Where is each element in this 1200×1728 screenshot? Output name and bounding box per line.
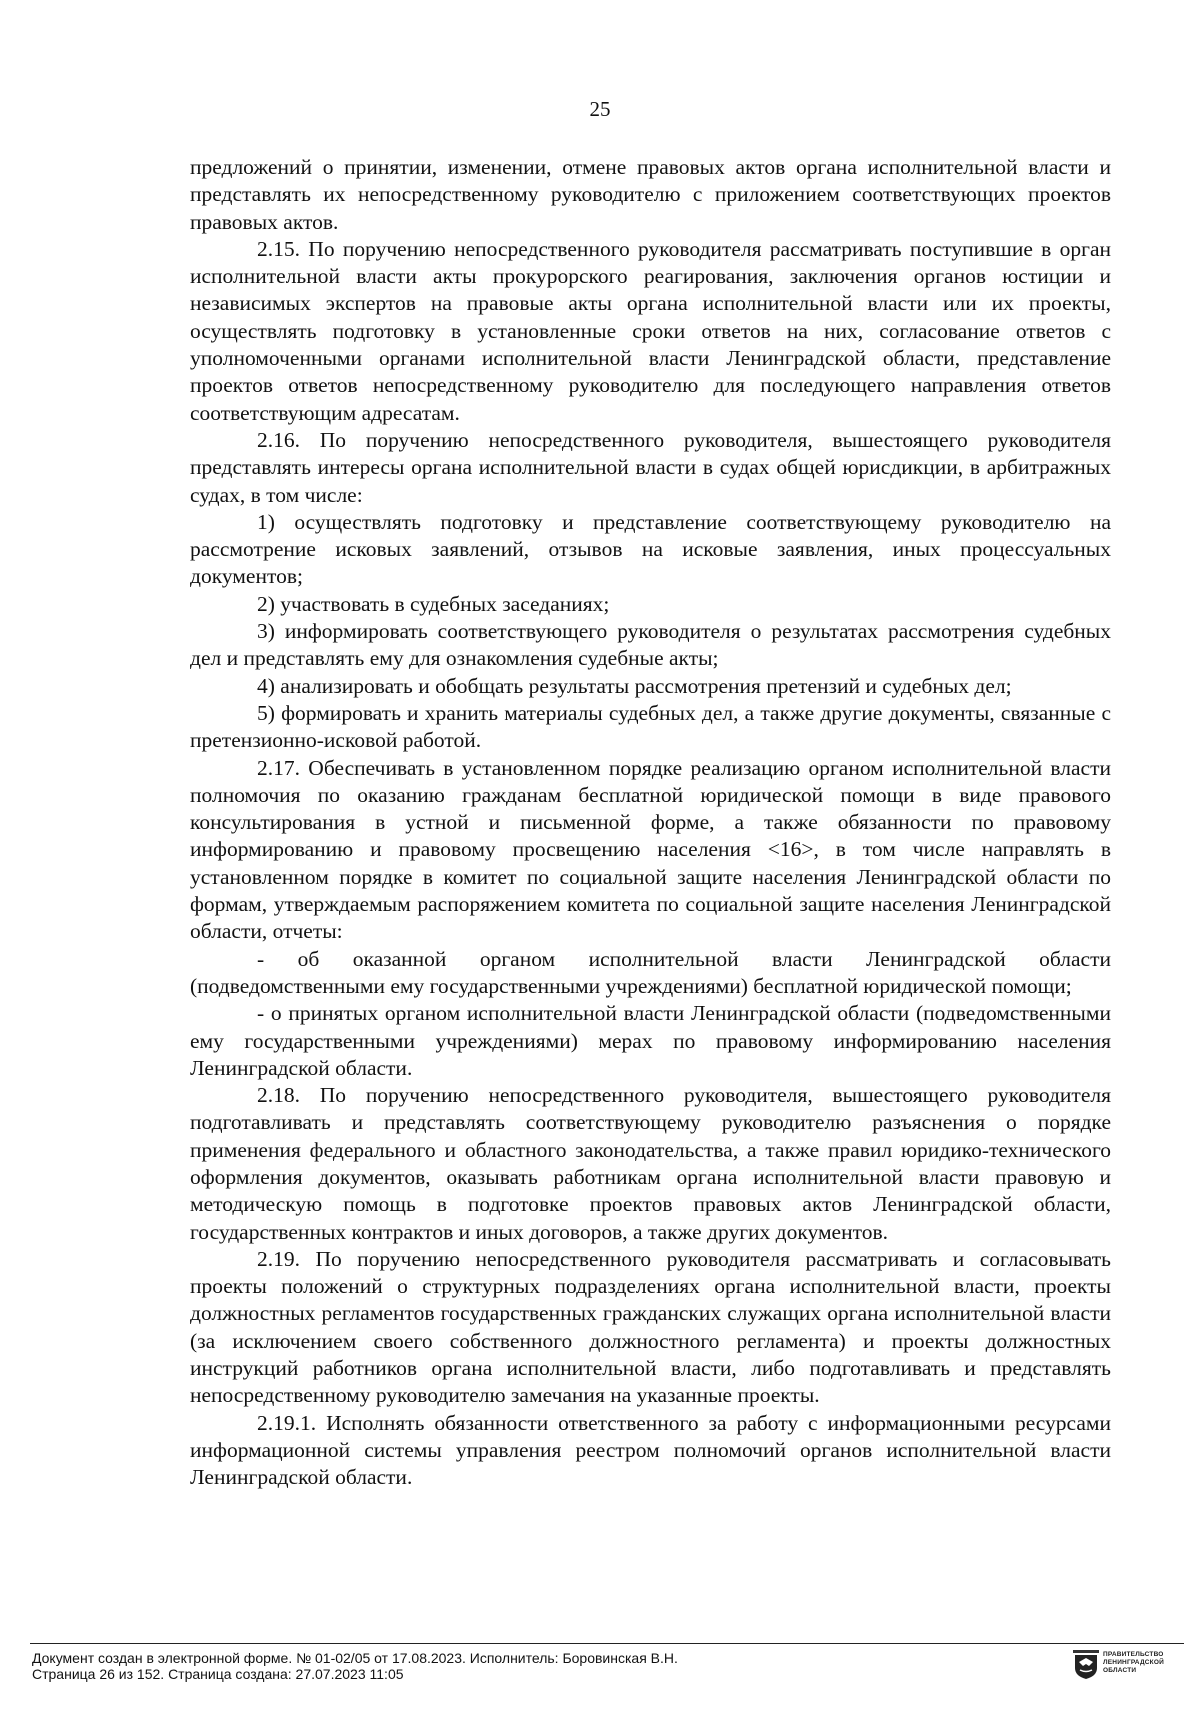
coat-of-arms-icon: [1073, 1650, 1099, 1680]
document-body: [190, 154, 1111, 1492]
footer-line-document: Документ создан в электронной форме. № 01-02/05 от 17.08.2023. Исполнитель: Боровинская В.Н.: [32, 1650, 678, 1666]
paragraph: 2.19. По поручению непосредственного руководителя рассматривать и согласовывать проекты положений о структурных подразделениях органа исполнительной власти, проекты должностных регламентов государственных гражданских служащих органа исполнительной власти (за исключением своего собственного должностного регламента) и проекты должностных инструкций работников органа исполнительной власти, либо подготавливать и представлять непосредственному руководителю замечания на указанные проекты.: [190, 1246, 1111, 1408]
paragraph: 5) формировать и хранить материалы судебных дел, а также другие документы, связанные с претензионно-исковой работой.: [190, 700, 1111, 753]
footer-line-page: Страница 26 из 152. Страница создана: 27.07.2023 11:05: [32, 1666, 404, 1682]
paragraph: 2.15. По поручению непосредственного руководителя рассматривать поступившие в орган исполнительной власти акты прокурорского реагирования, заключения органов юстиции и независимых экспертов на правовые акты органа исполнительной власти или их проекты, осуществлять подготовку в установленные сроки ответов на них, согласование ответов с уполномоченными органами исполнительной власти Ленинградской области, представление проектов ответов непосредственному руководителю для последующего направления ответов соответствующим адресатам.: [190, 236, 1111, 425]
paragraph: 2.16. По поручению непосредственного руководителя, вышестоящего руководителя представлять интересы органа исполнительной власти в судах общей юрисдикции, в арбитражных судах, в том числе:: [190, 427, 1111, 507]
paragraph: 2.17. Обеспечивать в установленном порядке реализацию органом исполнительной власти полномочия по оказанию гражданам бесплатной юридической помощи в виде правового консультирования в устной и письменной форме, а также обязанности по правовому информированию и правовому просвещению населения <16>, в том числе направлять в установленном порядке в комитет по социальной защите населения Ленинградской области по формам, утверждаемым распоряжением комитета по социальной защите населения Ленинградской области, отчеты:: [190, 755, 1111, 944]
logo-caption-line: ЛЕНИНГРАДСКОЙ: [1103, 1659, 1164, 1666]
paragraph: 2.19.1. Исполнять обязанности ответственного за работу с информационными ресурсами информационной системы управления реестром полномочий органов исполнительной власти Ленинградской области.: [190, 1410, 1111, 1490]
paragraph: 1) осуществлять подготовку и представление соответствующему руководителю на рассмотрение исковых заявлений, отзывов на исковые заявления, иных процессуальных документов;: [190, 509, 1111, 589]
paragraph: 4) анализировать и обобщать результаты рассмотрения претензий и судебных дел;: [257, 673, 1012, 698]
paragraph: предложений о принятии, изменении, отмене правовых актов органа исполнительной власти и представлять их непосредственному руководителю с приложением соответствующих проектов правовых актов.: [190, 155, 1111, 234]
page-number: 25: [589, 97, 611, 121]
paragraph: - о принятых органом исполнительной власти Ленинградской области (подведомственными ему государственными учреждениями) мерах по правовому информированию населения Ленинградской области.: [190, 1001, 1111, 1080]
footer-info: [32, 1650, 1032, 1682]
footer-divider: [30, 1643, 1184, 1644]
paragraph: 2.18. По поручению непосредственного руководителя, вышестоящего руководителя подготавливать и представлять соответствующему руководителю разъяснения о порядке применения федерального и областного законодательства, а также правил юридико-технического оформления документов, оказывать работникам органа исполнительной власти правовую и методическую помощь в подготовке проектов правовых актов Ленинградской области, государственных контрактов и иных договоров, а также других документов.: [190, 1083, 1111, 1244]
logo-caption-line: ПРАВИТЕЛЬСТВО: [1103, 1651, 1164, 1658]
logo-caption: [1103, 1651, 1183, 1675]
logo-caption-line: ОБЛАСТИ: [1103, 1667, 1137, 1674]
paragraph: - об оказанной органом исполнительной власти Ленинградской области (подведомственными ему государственными учреждениями) бесплатной юридической помощи;: [190, 946, 1111, 998]
government-logo: [1073, 1650, 1185, 1686]
paragraph: 3) информировать соответствующего руководителя о результатах рассмотрения судебных дел и представлять ему для ознакомления судебные акты;: [190, 619, 1111, 671]
paragraph: 2) участвовать в судебных заседаниях;: [257, 591, 610, 616]
